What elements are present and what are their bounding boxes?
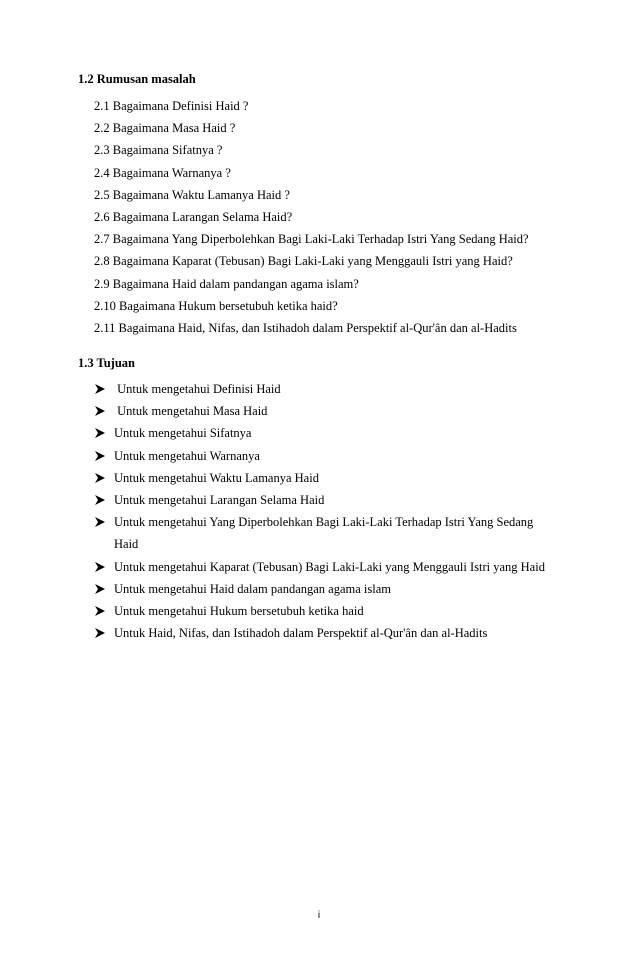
list-item: [94, 511, 564, 555]
list-item-text: Untuk mengetahui Definisi Haid: [114, 382, 281, 396]
arrowhead-bullet-icon: [94, 605, 106, 617]
arrowhead-bullet-icon: [94, 583, 106, 595]
list-item: [94, 622, 564, 644]
list-item: [94, 445, 564, 467]
list-item: [94, 600, 564, 622]
list-item: [94, 489, 564, 511]
page-number: i: [317, 910, 321, 921]
list-item-text: Untuk mengetahui Haid dalam pandangan agama islam: [114, 581, 391, 596]
list-item: 2.2 Bagaimana Masa Haid ?: [94, 121, 236, 136]
arrowhead-bullet-icon: [94, 472, 106, 484]
section-heading-rumusan-masalah: 1.2 Rumusan masalah: [78, 72, 196, 86]
list-item-text: Untuk mengetahui Warnanya: [114, 448, 260, 463]
list-item: 2.9 Bagaimana Haid dalam pandangan agama islam?: [94, 276, 359, 291]
rumusan-masalah-list: [94, 98, 529, 342]
arrowhead-bullet-icon: [94, 450, 106, 462]
list-item-text: Untuk mengetahui Waktu Lamanya Haid: [114, 470, 319, 485]
list-item-text-continuation: Haid: [114, 537, 139, 552]
section-heading-tujuan: 1.3 Tujuan: [78, 356, 135, 370]
arrowhead-bullet-icon: [94, 561, 106, 573]
list-item: 2.8 Bagaimana Kaparat (Tebusan) Bagi Laki-Laki yang Menggauli Istri yang Haid?: [94, 254, 513, 269]
list-item: [94, 378, 564, 400]
list-item: 2.6 Bagaimana Larangan Selama Haid?: [94, 209, 293, 224]
list-item-text: Untuk mengetahui Masa Haid: [114, 404, 268, 419]
list-item-text: Untuk mengetahui Hukum bersetubuh ketika haid: [114, 604, 364, 619]
list-item-text: Untuk mengetahui Larangan Selama Haid: [114, 493, 325, 508]
list-item-text: Untuk mengetahui Yang Diperbolehkan Bagi Laki-Laki Terhadap Istri Yang Sedang: [114, 515, 534, 530]
list-item: 2.7 Bagaimana Yang Diperbolehkan Bagi Laki-Laki Terhadap Istri Yang Sedang Haid?: [94, 232, 529, 247]
list-item: 2.4 Bagaimana Warnanya ?: [94, 165, 231, 180]
list-item-text: Untuk mengetahui Kaparat (Tebusan) Bagi Laki-Laki yang Menggauli Istri yang Haid: [114, 559, 545, 574]
list-item: 2.3 Bagaimana Sifatnya ?: [94, 143, 223, 158]
list-item: 2.5 Bagaimana Waktu Lamanya Haid ?: [94, 187, 290, 202]
list-item: [94, 467, 564, 489]
tujuan-list: [94, 378, 564, 644]
arrowhead-bullet-icon: [94, 427, 106, 439]
list-item: [94, 400, 564, 422]
arrowhead-bullet-icon: [94, 494, 106, 506]
arrowhead-bullet-icon: [94, 383, 106, 395]
arrowhead-bullet-icon: [94, 405, 106, 417]
list-item: [94, 422, 564, 444]
list-item: 2.11 Bagaimana Haid, Nifas, dan Istihadoh dalam Perspektif al-Qur'ân dan al-Hadits: [94, 320, 517, 335]
list-item: 2.1 Bagaimana Definisi Haid ?: [94, 99, 249, 113]
list-item-text: Untuk Haid, Nifas, dan Istihadoh dalam Perspektif al-Qur'ân dan al-Hadits: [114, 626, 488, 641]
arrowhead-bullet-icon: [94, 627, 106, 639]
list-item-text: Untuk mengetahui Sifatnya: [114, 426, 252, 441]
list-item: 2.10 Bagaimana Hukum bersetubuh ketika haid?: [94, 298, 338, 313]
list-item: [94, 578, 564, 600]
list-item: [94, 556, 564, 578]
arrowhead-bullet-icon: [94, 516, 106, 528]
